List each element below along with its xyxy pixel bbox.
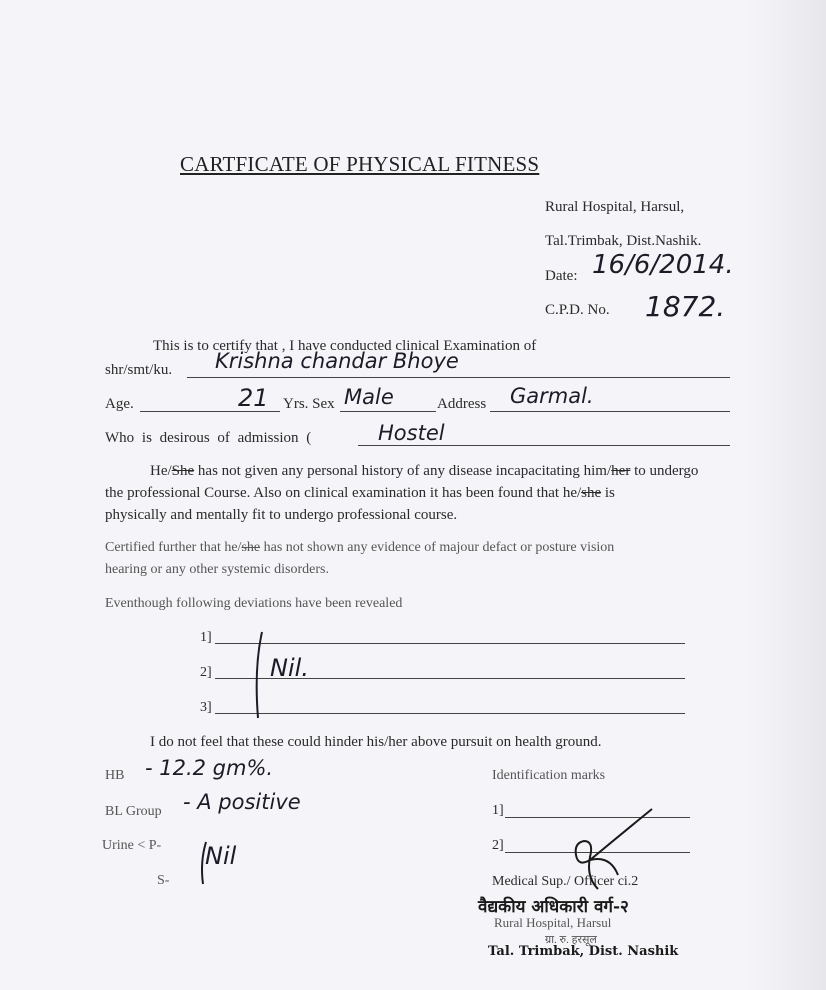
deviation-item-1: 1] (200, 630, 212, 645)
age-value: 21 (238, 384, 269, 412)
deviations-heading: Eventhough following deviations have been revealed (105, 596, 403, 611)
page-edge-shadow (746, 0, 826, 990)
hb-value: - 12.2 gm%. (145, 756, 274, 780)
para2-line2: hearing or any other systemic disorders. (105, 562, 329, 577)
signature (560, 805, 660, 895)
name-label: shr/smt/ku. (105, 362, 173, 378)
urine-label: Urine < P- (102, 838, 162, 853)
hb-label: HB (105, 768, 125, 783)
stamp-line-1: वैद्यकीय अधिकारी वर्ग-२ (478, 897, 629, 917)
address-line (490, 411, 730, 412)
stamp-line-3: ग्रा. रु. हरसूल (545, 934, 597, 946)
urine-value: Nil (205, 842, 237, 870)
deviation-item-2: 2] (200, 665, 212, 680)
admission-value: Hostel (378, 421, 445, 445)
admission-line (358, 445, 730, 446)
deviation-line-3 (215, 713, 685, 714)
address-label: Address (437, 396, 487, 412)
stamp-line-2: Rural Hospital, Harsul (494, 915, 612, 930)
date-value: 16/6/2014. (592, 250, 734, 280)
age-label: Age. (105, 396, 134, 412)
hospital-line-1: Rural Hospital, Harsul, (545, 199, 685, 215)
deviation-value: Nil. (270, 654, 309, 682)
s-label: S- (157, 873, 170, 888)
para1-line1: He/She has not given any personal history of any disease incapacitating him/her to undergo (150, 463, 699, 479)
intro-text: This is to certify that , I have conducted clinical Examination of (153, 338, 537, 354)
name-value: Krishna chandar Bhoye (215, 349, 459, 373)
admission-label: Who is desirous of admission ( (105, 430, 312, 446)
hinder-text: I do not feel that these could hinder his/her above pursuit on health ground. (150, 734, 602, 750)
cpd-value: 1872. (645, 290, 726, 323)
deviation-item-3: 3] (200, 700, 212, 715)
certificate-title: CARTFICATE OF PHYSICAL FITNESS (180, 152, 540, 176)
officer-title: Medical Sup./ Officer ci.2 (492, 874, 639, 889)
para2-line1: Certified further that he/she has not shown any evidence of majour defact or posture vision (105, 540, 615, 555)
date-label: Date: (545, 268, 578, 284)
sex-label: Yrs. Sex (283, 396, 335, 412)
hospital-line-2: Tal.Trimbak, Dist.Nashik. (545, 233, 702, 249)
bl-value: - A positive (183, 790, 301, 814)
sex-value: Male (344, 385, 394, 409)
cpd-label: C.P.D. No. (545, 302, 610, 318)
sex-line (340, 411, 436, 412)
para1-line2: the professional Course. Also on clinical examination it has been found that he/she is (105, 485, 615, 501)
identification-heading: Identification marks (492, 768, 606, 783)
urine-bracket-mark (196, 838, 212, 888)
deviation-line-1 (215, 643, 685, 644)
stamp-line-4: Tal. Trimbak, Dist. Nashik (488, 944, 679, 959)
name-line (187, 377, 730, 378)
address-value: Garmal. (510, 384, 594, 408)
para1-line3: physically and mentally fit to undergo professional course. (105, 507, 458, 523)
bl-label: BL Group (105, 804, 162, 819)
identification-item-1: 1] (492, 803, 504, 818)
identification-item-2: 2] (492, 838, 504, 853)
